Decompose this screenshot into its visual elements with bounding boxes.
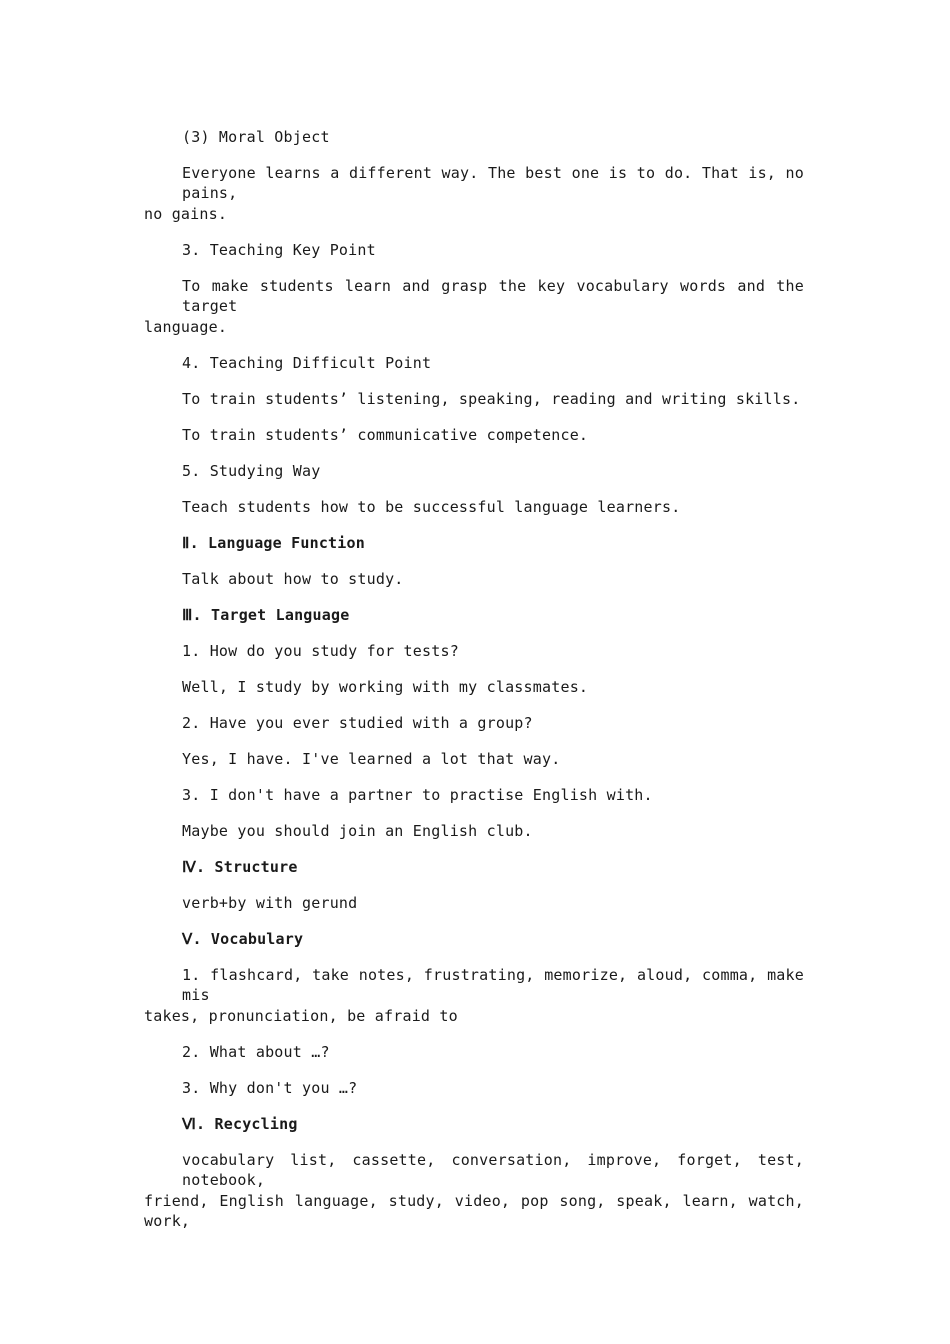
vocabulary-item-3: 3. Why don't you …? <box>182 1079 358 1097</box>
studying-way-heading: 5. Studying Way <box>182 462 321 480</box>
teaching-difficult-point-text-1: To train students’ listening, speaking, reading and writing skills. <box>182 390 801 408</box>
vocabulary-item-2: 2. What about …? <box>182 1043 330 1061</box>
target-language-item-2-answer: Yes, I have. I've learned a lot that way. <box>182 750 561 768</box>
teaching-key-point-heading: 3. Teaching Key Point <box>182 241 376 259</box>
teaching-difficult-point-heading: 4. Teaching Difficult Point <box>182 354 432 372</box>
studying-way-text: Teach students how to be successful language learners. <box>182 498 681 516</box>
target-language-item-3-statement: 3. I don't have a partner to practise English with. <box>182 786 653 804</box>
teaching-key-point-text-line-2: language. <box>144 318 228 336</box>
recycling-text-line-1: vocabulary list, cassette, conversation, improve, forget, test, notebook, <box>182 1151 804 1189</box>
language-function-heading: Ⅱ. Language Function <box>182 534 365 552</box>
vocabulary-item-1-line-1: 1. flashcard, take notes, frustrating, memorize, aloud, comma, make mis <box>182 966 804 1004</box>
recycling-text-line-2: friend, English language, study, video, pop song, speak, learn, watch, work, <box>144 1192 804 1230</box>
moral-object-text-line-2: no gains. <box>144 205 228 223</box>
target-language-item-2-question: 2. Have you ever studied with a group? <box>182 714 533 732</box>
target-language-item-3-answer: Maybe you should join an English club. <box>182 822 533 840</box>
teaching-difficult-point-text-2: To train students’ communicative competence. <box>182 426 589 444</box>
vocabulary-heading: Ⅴ. Vocabulary <box>182 930 304 948</box>
target-language-item-1-answer: Well, I study by working with my classmates. <box>182 678 589 696</box>
structure-text: verb+by with gerund <box>182 894 358 912</box>
recycling-heading: Ⅵ. Recycling <box>182 1115 298 1133</box>
structure-heading: Ⅳ. Structure <box>182 858 298 876</box>
target-language-item-1-question: 1. How do you study for tests? <box>182 642 459 660</box>
target-language-heading: Ⅲ. Target Language <box>182 606 350 624</box>
vocabulary-item-1-line-2: takes, pronunciation, be afraid to <box>144 1007 458 1025</box>
teaching-key-point-text-line-1: To make students learn and grasp the key vocabulary words and the target <box>182 277 804 315</box>
moral-object-heading: (3) Moral Object <box>182 128 330 146</box>
language-function-text: Talk about how to study. <box>182 570 404 588</box>
moral-object-text-line-1: Everyone learns a different way. The best one is to do. That is, no pains, <box>182 164 804 202</box>
